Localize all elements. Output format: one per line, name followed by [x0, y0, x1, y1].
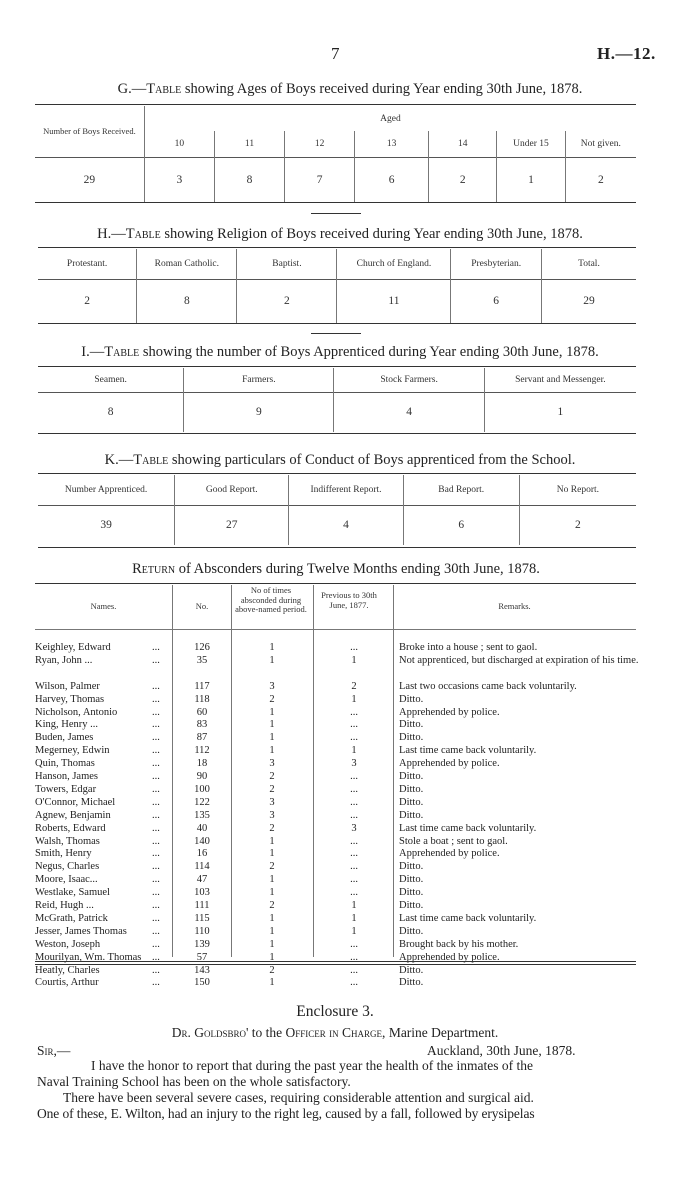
table-g-number-value: 29	[83, 173, 96, 186]
table-g-title-rest: showing Ages of Boys received during Year ending 30th June, 1878.	[181, 81, 583, 97]
table-g-age-header: Not given.	[565, 131, 636, 157]
table-row	[35, 939, 640, 952]
absconder-name: Mourilyan, Wm. Thomas	[35, 951, 142, 963]
absconder-remarks: Stole a boat ; sent to gaol.	[399, 835, 508, 847]
absconder-name: O'Connor, Michael	[35, 796, 116, 808]
table-row	[35, 681, 640, 694]
table-g-age-header: 14	[429, 131, 497, 157]
absconders-header-previous: Previous to 30th June, 1877.	[321, 590, 377, 610]
absconder-times: 1	[269, 977, 275, 989]
absconder-number: 122	[194, 796, 210, 808]
absconder-number: 60	[196, 706, 208, 718]
table-i-header: Farmers.	[184, 368, 334, 392]
absconder-remarks: Ditto.	[399, 783, 424, 795]
leader-dots: ...	[152, 719, 160, 731]
absconder-previous: ...	[350, 796, 358, 808]
absconder-remarks: Ditto.	[399, 925, 424, 937]
table-h-value: 8	[137, 279, 237, 323]
absconder-times: 1	[269, 719, 275, 731]
separator	[311, 333, 361, 334]
leader-dots: ...	[152, 680, 160, 692]
table-row	[35, 784, 640, 797]
absconder-number: 115	[194, 912, 210, 924]
absconder-number: 57	[196, 951, 208, 963]
absconder-previous: 1	[351, 900, 357, 911]
absconder-name: Wilson, Palmer	[35, 680, 100, 692]
absconder-name: King, Henry ...	[35, 719, 98, 731]
table-row	[35, 745, 640, 758]
absconder-times: 1	[269, 654, 275, 666]
table-k-prefix: K.—	[104, 452, 134, 468]
table-h-header: Total.	[541, 249, 636, 279]
absconder-number: 47	[196, 874, 208, 886]
absconder-previous: ...	[350, 706, 358, 718]
letter-salutation: Sir,—	[37, 1043, 71, 1058]
absconders-header-rule	[35, 629, 636, 630]
absconders-bottom-rule-double	[35, 964, 636, 965]
absconder-remarks: Ditto.	[399, 719, 424, 731]
absconder-previous: 1	[351, 654, 357, 666]
table-row	[35, 642, 640, 655]
table-i-word: Table	[104, 344, 140, 360]
document-reference: H.—12.	[597, 44, 656, 63]
absconders-header-times: No of times absconded during above-named period.	[235, 585, 307, 614]
letter-paragraph-line: One of these, E. Wilton, had an injury to the right leg, caused by a fall, followed by erysipelas	[37, 1106, 535, 1121]
absconder-times: 1	[269, 642, 275, 653]
leader-dots: ...	[152, 874, 160, 886]
absconder-previous: ...	[350, 887, 358, 899]
absconder-remarks: Brought back by his mother.	[399, 938, 519, 950]
table-row	[35, 913, 640, 926]
table-h-header: Presbyterian.	[451, 249, 541, 279]
table-g-bottom-rule	[35, 202, 636, 203]
table-row	[35, 848, 640, 861]
leader-dots: ...	[152, 977, 160, 989]
absconder-times: 1	[269, 938, 275, 950]
table-i-header: Seamen.	[94, 374, 127, 385]
table-h-prefix: H.—	[97, 226, 126, 242]
absconders-top-rule	[35, 583, 636, 584]
table-row	[35, 810, 640, 823]
leader-dots: ...	[152, 861, 160, 873]
leader-dots: ...	[152, 938, 160, 950]
absconder-times: 3	[269, 809, 275, 821]
absconder-number: 103	[194, 887, 210, 899]
absconder-times: 1	[269, 912, 275, 924]
absconder-number: 35	[196, 654, 208, 666]
absconder-remarks: Apprehended by police.	[399, 951, 500, 963]
table-i-title-rest: showing the number of Boys Apprenticed during Year ending 30th June, 1878.	[139, 344, 599, 360]
table-k	[38, 475, 636, 545]
table-k-title	[0, 452, 680, 469]
table-row	[35, 952, 640, 965]
table-row	[35, 771, 640, 784]
absconder-remarks: Last time came back voluntarily.	[399, 745, 537, 757]
table-g-word: Table	[146, 81, 182, 97]
table-i-title	[0, 344, 680, 361]
absconders-header-remarks: Remarks.	[498, 601, 531, 611]
absconder-name: Roberts, Edward	[35, 822, 106, 834]
table-i-header: Stock Farmers.	[334, 368, 484, 392]
absconder-previous: ...	[350, 951, 358, 963]
table-i-value: 9	[184, 392, 334, 432]
absconder-name: Agnew, Benjamin	[35, 809, 111, 821]
absconder-times: 1	[269, 874, 275, 886]
leader-dots: ...	[152, 925, 160, 937]
table-row	[35, 694, 640, 707]
table-h-value: 11	[337, 279, 451, 323]
table-k-header: Bad Report.	[403, 475, 519, 505]
table-i-header: Servant and Messenger.	[484, 368, 636, 392]
absconder-previous: ...	[350, 964, 358, 976]
leader-dots: ...	[152, 745, 160, 757]
table-i	[38, 368, 636, 432]
absconder-remarks: Ditto.	[399, 861, 424, 873]
table-i-bottom-rule	[38, 433, 636, 434]
absconder-times: 2	[269, 964, 275, 976]
absconder-previous: 1	[351, 912, 357, 924]
absconder-remarks: Ditto.	[399, 887, 424, 899]
absconder-previous: ...	[350, 732, 358, 744]
letter-to-word: to the	[248, 1025, 286, 1040]
absconder-number: 100	[194, 783, 210, 795]
leader-dots: ...	[152, 642, 160, 653]
table-k-value: 27	[175, 505, 289, 545]
absconder-name: Reid, Hugh ...	[35, 900, 94, 911]
leader-dots: ...	[152, 887, 160, 899]
absconder-number: 83	[196, 719, 208, 731]
absconder-name: Towers, Edgar	[35, 783, 97, 795]
letter-place-date: Auckland, 30th June, 1878.	[427, 1043, 576, 1058]
table-h-header: Protestant.	[66, 258, 108, 269]
absconder-remarks: Apprehended by police.	[399, 848, 500, 860]
leader-dots: ...	[152, 783, 160, 795]
absconder-times: 1	[269, 835, 275, 847]
absconder-times: 1	[269, 848, 275, 860]
absconder-previous: 1	[351, 693, 357, 705]
table-row	[35, 874, 640, 887]
absconder-times: 1	[269, 951, 275, 963]
leader-dots: ...	[152, 654, 160, 666]
table-row	[35, 861, 640, 874]
absconders-title	[0, 561, 672, 578]
absconder-number: 87	[196, 732, 208, 744]
absconder-number: 143	[194, 964, 210, 976]
table-row	[35, 887, 640, 900]
absconder-times: 1	[269, 925, 275, 937]
letter-paragraph-line: Naval Training School has been on the whole satisfactory.	[37, 1074, 351, 1089]
absconder-number: 16	[196, 848, 208, 860]
table-h-value: 2	[84, 295, 90, 308]
absconders-header-names: Names.	[90, 601, 117, 611]
absconder-times: 2	[269, 900, 275, 911]
table-g-age-header: 12	[285, 131, 355, 157]
absconder-remarks: Last two occasions came back voluntarily.	[399, 680, 577, 692]
table-g-age-header: 13	[355, 131, 429, 157]
absconder-previous: ...	[350, 719, 358, 731]
table-k-value: 39	[100, 519, 112, 532]
absconder-remarks: Ditto.	[399, 796, 424, 808]
table-g-aged-header: Aged	[144, 106, 636, 131]
page-number: 7	[331, 44, 340, 63]
table-k-header: Good Report.	[175, 475, 289, 505]
leader-dots: ...	[152, 693, 160, 705]
table-i-top-rule	[38, 366, 636, 367]
table-row	[35, 836, 640, 849]
table-g-number-header: Number of Boys Received.	[43, 126, 136, 137]
absconder-name: Harvey, Thomas	[35, 693, 105, 705]
absconder-remarks: Last time came back voluntarily.	[399, 912, 537, 924]
letter-from: Dr. Goldsbro'	[171, 1025, 249, 1040]
absconder-times: 1	[269, 732, 275, 744]
absconder-times: 3	[269, 796, 275, 808]
absconder-previous: ...	[350, 938, 358, 950]
absconders-bottom-rule	[35, 961, 636, 962]
table-row	[35, 758, 640, 771]
table-h-word: Table	[125, 226, 161, 242]
absconder-number: 90	[196, 771, 208, 782]
table-row	[35, 719, 640, 732]
absconder-remarks: Apprehended by police.	[399, 706, 500, 718]
absconder-times: 3	[269, 680, 275, 692]
table-row	[35, 707, 640, 720]
absconder-name: Megerney, Edwin	[35, 745, 110, 757]
table-k-title-rest: showing particulars of Conduct of Boys apprenticed from the School.	[168, 452, 576, 468]
absconder-name: Ryan, John ...	[35, 654, 93, 666]
absconder-number: 118	[194, 693, 210, 705]
table-h-top-rule	[38, 247, 636, 248]
absconder-number: 150	[194, 977, 210, 989]
absconder-times: 3	[269, 758, 275, 770]
absconder-remarks: Ditto.	[399, 809, 424, 821]
absconders-header-row	[35, 585, 636, 631]
leader-dots: ...	[152, 964, 160, 976]
table-g-age-value: 3	[144, 157, 214, 202]
absconder-times: 2	[269, 783, 275, 795]
table-h-title-rest: showing Religion of Boys received during Year ending 30th June, 1878.	[160, 226, 583, 242]
absconder-times: 1	[269, 887, 275, 899]
table-h-value: 29	[541, 279, 636, 323]
absconder-name: Jesser, James Thomas	[35, 925, 127, 937]
table-h	[38, 249, 636, 323]
absconders-header-no: No.	[195, 601, 209, 611]
absconder-remarks: Broke into a house ; sent to gaol.	[399, 642, 538, 653]
absconder-number: 126	[194, 642, 210, 653]
absconder-remarks: Last time came back voluntarily.	[399, 822, 537, 834]
absconder-remarks: Ditto.	[399, 964, 424, 976]
letter-paragraph-line: I have the honor to report that during the past year the health of the inmates of the	[91, 1058, 533, 1073]
absconder-number: 40	[196, 822, 208, 834]
absconder-previous: ...	[350, 642, 358, 653]
absconder-number: 140	[194, 835, 210, 847]
table-row	[35, 965, 640, 978]
leader-dots: ...	[152, 835, 160, 847]
table-row	[35, 900, 640, 913]
table-g-age-value: 7	[285, 157, 355, 202]
absconder-previous: 3	[351, 758, 357, 770]
absconder-times: 1	[269, 745, 275, 757]
table-g-title	[0, 81, 700, 98]
letter-department: Marine Department.	[385, 1025, 499, 1040]
absconder-remarks: Ditto.	[399, 900, 424, 911]
leader-dots: ...	[152, 758, 160, 770]
table-row	[35, 926, 640, 939]
table-g-age-value: 8	[214, 157, 284, 202]
table-k-header: No Report.	[519, 475, 636, 505]
leader-dots: ...	[152, 822, 160, 834]
absconder-name: Walsh, Thomas	[35, 835, 100, 847]
table-h-value: 2	[237, 279, 337, 323]
absconder-name: Keighley, Edward	[35, 642, 111, 653]
table-row	[35, 823, 640, 836]
table-h-value: 6	[451, 279, 541, 323]
absconder-previous: ...	[350, 861, 358, 873]
absconder-name: Courtis, Arthur	[35, 977, 99, 989]
table-i-value: 4	[334, 392, 484, 432]
absconder-remarks: Ditto.	[399, 874, 424, 886]
table-i-prefix: I.—	[81, 344, 105, 360]
absconder-times: 2	[269, 771, 275, 782]
letter-to: Officer in Charge,	[285, 1025, 386, 1040]
absconder-number: 110	[194, 925, 210, 937]
table-g	[35, 106, 636, 202]
leader-dots: ...	[152, 912, 160, 924]
absconder-previous: 1	[351, 745, 357, 757]
absconder-previous: ...	[350, 771, 358, 782]
absconder-remarks: Ditto.	[399, 771, 424, 782]
absconder-name: Moore, Isaac...	[35, 874, 98, 886]
table-i-value: 1	[484, 392, 636, 432]
table-g-age-header: 11	[214, 131, 284, 157]
absconder-name: Weston, Joseph	[35, 938, 101, 950]
table-h-header: Church of England.	[337, 249, 451, 279]
absconder-name: Westlake, Samuel	[35, 887, 110, 899]
absconder-number: 114	[194, 861, 210, 873]
absconder-previous: ...	[350, 874, 358, 886]
leader-dots: ...	[152, 732, 160, 744]
absconders-title-word: Return	[132, 561, 176, 577]
table-row	[35, 977, 640, 990]
table-h-bottom-rule	[38, 323, 636, 324]
absconder-name: McGrath, Patrick	[35, 912, 108, 924]
leader-dots: ...	[152, 796, 160, 808]
table-k-header: Number Apprenticed.	[64, 484, 148, 495]
table-h-title	[0, 226, 680, 243]
absconder-name: Quin, Thomas	[35, 758, 95, 770]
absconder-name: Negus, Charles	[35, 861, 100, 873]
table-k-value: 2	[519, 505, 636, 545]
absconder-number: 135	[194, 809, 210, 821]
table-g-age-value: 1	[497, 157, 565, 202]
absconder-times: 2	[269, 693, 275, 705]
table-g-age-value: 2	[565, 157, 636, 202]
separator	[311, 213, 361, 214]
table-i-value: 8	[107, 406, 114, 419]
absconder-previous: ...	[350, 977, 358, 989]
leader-dots: ...	[152, 771, 160, 782]
absconder-number: 111	[194, 900, 210, 911]
table-g-age-value: 6	[355, 157, 429, 202]
table-row	[35, 655, 640, 681]
absconder-name: Hanson, James	[35, 771, 98, 782]
letter-addressee-line	[0, 1025, 670, 1041]
absconder-previous: ...	[350, 848, 358, 860]
table-g-age-header: 10	[144, 131, 214, 157]
absconder-remarks: Ditto.	[399, 693, 424, 705]
table-k-bottom-rule	[38, 547, 636, 548]
table-g-top-rule	[35, 104, 636, 105]
table-g-age-header: Under 15	[497, 131, 565, 157]
absconder-previous: 2	[351, 680, 357, 692]
absconder-times: 2	[269, 822, 275, 834]
absconder-name: Buden, James	[35, 732, 94, 744]
absconder-previous: ...	[350, 809, 358, 821]
absconders-title-rest: of Absconders during Twelve Months ending 30th June, 1878.	[175, 561, 540, 577]
table-g-age-value: 2	[429, 157, 497, 202]
table-row	[35, 732, 640, 745]
table-h-header: Roman Catholic.	[137, 249, 237, 279]
table-k-top-rule	[38, 473, 636, 474]
absconder-previous: 1	[351, 925, 357, 937]
absconder-name: Smith, Henry	[35, 848, 92, 860]
absconder-previous: ...	[350, 835, 358, 847]
leader-dots: ...	[152, 951, 160, 963]
absconder-number: 18	[196, 758, 208, 770]
absconder-remarks: Apprehended by police.	[399, 758, 500, 770]
table-k-word: Table	[133, 452, 169, 468]
table-h-header: Baptist.	[237, 249, 337, 279]
table-k-header: Indifferent Report.	[289, 475, 403, 505]
absconder-previous: ...	[350, 783, 358, 795]
leader-dots: ...	[152, 706, 160, 718]
absconder-name: Nicholson, Antonio	[35, 706, 118, 718]
absconder-number: 112	[194, 745, 210, 757]
letter-paragraph-line: There have been several severe cases, requiring considerable attention and surgical aid.	[63, 1090, 534, 1105]
table-row	[35, 797, 640, 810]
table-k-value: 4	[289, 505, 403, 545]
absconder-remarks: Ditto.	[399, 732, 424, 744]
absconder-remarks: Not apprenticed, but discharged at expiration of his time.	[399, 654, 639, 666]
table-k-value: 6	[403, 505, 519, 545]
absconder-times: 2	[269, 861, 275, 873]
leader-dots: ...	[152, 900, 160, 911]
absconder-previous: 3	[351, 822, 357, 834]
absconder-remarks: Ditto.	[399, 977, 424, 989]
absconder-times: 1	[269, 706, 275, 718]
absconder-number: 139	[194, 938, 210, 950]
enclosure-heading: Enclosure 3.	[296, 1003, 374, 1020]
absconder-name: Heatly, Charles	[35, 964, 100, 976]
leader-dots: ...	[152, 848, 160, 860]
table-g-prefix: G.—	[117, 81, 147, 97]
absconder-number: 117	[194, 680, 210, 692]
leader-dots: ...	[152, 809, 160, 821]
